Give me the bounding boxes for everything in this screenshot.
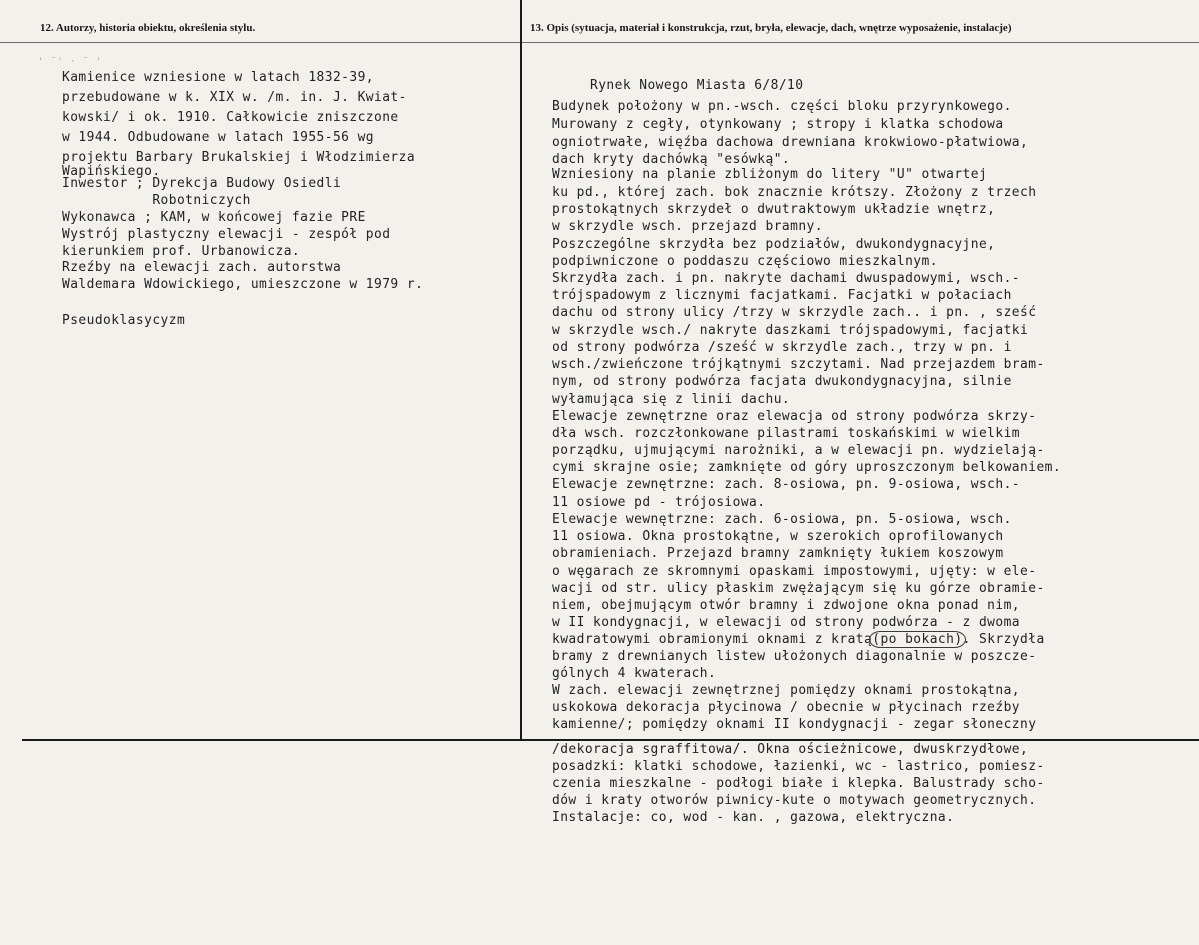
right-line: Elewacje zewnętrzne: zach. 8-osiowa, pn. 9-osiowa, wsch.- [552,477,1021,492]
left-line: Wykonawca ; KAM, w końcowej fazie PRE [62,210,366,225]
right-line: w skrzydle wsch. przejazd bramny. [552,219,823,234]
right-line: od strony podwórza /sześć w skrzydle zach., trzy w pn. i [552,340,1012,355]
left-line: w 1944. Odbudowane w latach 1955-56 wg [62,130,375,145]
right-line: Wzniesiony na planie zbliżonym do litery "U" otwartej [552,167,988,182]
right-line: W zach. elewacji zewnętrznej pomiędzy oknami prostokątna, [552,683,1021,698]
bottom-rule [22,739,1199,741]
right-line: podpiwniczone o poddaszu częściowo mieszkalnym. [552,254,938,269]
right-line: porządku, ujmującymi narożniki, a w elewacji pn. wydzielają- [552,443,1045,458]
right-line: Murowany z cegły, otynkowany ; stropy i klatka schodowa [552,117,1004,132]
style-classification: Pseudoklasycyzm [62,313,186,328]
address-title: Rynek Nowego Miasta 6/8/10 [590,78,804,93]
header-rule [0,42,1199,43]
right-line: Skrzydła zach. i pn. nakryte dachami dwuspadowymi, wsch.- [552,271,1021,286]
right-line: kwadratowymi obramionymi oknami z kratą [552,632,873,647]
bottom-line: dów i kraty otworów piwnicy-kute o motywach geometrycznych. [552,793,1037,808]
right-line: Elewacje wewnętrzne: zach. 6-osiowa, pn. 5-osiowa, wsch. [552,512,1012,527]
left-line: Wystrój plastyczny elewacji - zespół pod [62,227,391,242]
bottom-line: /dekoracja sgraffitowa/. Okna ościeżnicowe, dwuskrzydłowe, [552,742,1029,757]
bottom-line: posadzki: klatki schodowe, łazienki, wc - lastrico, pomiesz- [552,759,1045,774]
right-line: cymi skrajne osie; zamknięte od góry uproszczonym belkowaniem. [552,460,1062,475]
right-line: gólnych 4 kwaterach. [552,666,717,681]
right-line: ku pd., której zach. bok znacznie krótszy. Złożony z trzech [552,185,1037,200]
right-line: Poszczególne skrzydła bez podziałów, dwukondygnacyjne, [552,237,996,252]
right-line: dach kryty dachówką "esówką". [552,152,791,167]
bottom-line: Instalacje: co, wod - kan. , gazowa, elektryczna. [552,810,955,825]
right-line: o węgarach ze skromnymi opaskami impostowymi, ujęty: w ele- [552,564,1037,579]
right-line: w II kondygnacji, w elewacji od strony podwórza - z dwoma [552,615,1021,630]
bottom-line: czenia mieszkalne - podłogi białe i klepka. Balustrady scho- [552,776,1045,791]
right-line: wacji od str. ulicy płaskim zwężającym się ku górze obramie- [552,581,1045,596]
right-line: wsch./zwieńczone trójkątnymi szczytami. Nad przejazdem bram- [552,357,1045,372]
right-line: bramy z drewnianych listew ułożonych diagonalnie w poszcze- [552,649,1037,664]
section-13-header: 13. Opis (sytuacja, materiał i konstrukcja, rzut, bryła, elewacje, dach, wnętrze wyposażenie, instalacje) [530,22,1012,34]
faint-mark: ' ¨' · ¨ ' [38,57,103,67]
right-line: nym, od strony podwórza facjata dwukondygnacyjna, silnie [552,374,1012,389]
right-line: w skrzydle wsch./ nakryte daszkami trójspadowymi, facjatki [552,323,1029,338]
right-line: dachu od strony ulicy /trzy w skrzydle zach.. i pn. , sześć [552,305,1037,320]
left-line: Wapińskiego. [62,164,161,179]
column-divider [520,0,522,740]
left-line: przebudowane w k. XIX w. /m. in. J. Kwiat- [62,90,407,105]
left-line: Waldemara Wdowickiego, umieszczone w 1979 r. [62,277,424,292]
right-line: kamienne/; pomiędzy oknami II kondygnacji - zegar słoneczny [552,717,1037,732]
section-12-header: 12. Autorzy, historia obiektu, określenia stylu. [40,22,256,34]
right-line: 11 osiowa. Okna prostokątne, w szerokich oprofilowanych [552,529,1004,544]
right-line: obramieniach. Przejazd bramny zamknięty łukiem koszowym [552,546,1004,561]
left-line: Robotniczych [62,193,251,208]
left-line: kierunkiem prof. Urbanowicza. [62,244,301,259]
right-line: prostokątnych skrzydeł o dwutraktowym układzie wnętrz, [552,202,996,217]
right-line: Budynek położony w pn.-wsch. części bloku przyrynkowego. [552,99,1012,114]
right-line: uskokowa dekoracja płycinowa / obecnie w płycinach rzeźby [552,700,1021,715]
right-line-with-circled-note [552,632,1045,647]
left-line: Rzeźby na elewacji zach. autorstwa [62,260,342,275]
right-line: Elewacje zewnętrzne oraz elewacja od strony podwórza skrzy- [552,409,1037,424]
right-line: 11 osiowe pd - trójosiowa. [552,495,766,510]
right-line: niem, obejmującym otwór bramny i zdwojone okna ponad nim, [552,598,1021,613]
right-line: dła wsch. rozczłonkowane pilastrami toskańskimi w wielkim [552,426,1021,441]
right-line: wyłamująca się z linii dachu. [552,392,791,407]
right-line: ogniotrwałe, więźba dachowa drewniana krokwiowo-płatwiowa, [552,135,1029,150]
left-line: kowski/ i ok. 1910. Całkowicie zniszczone [62,110,399,125]
left-line: Kamienice wzniesione w latach 1832-39, [62,70,375,85]
circled-annotation: (po bokach) [869,631,965,648]
left-line: projektu Barbary Brukalskiej i Włodzimierza [62,150,416,165]
right-line-tail: . Skrzydła [962,632,1045,647]
right-line: trójspadowym z licznymi facjatkami. Facjatki w połaciach [552,288,1012,303]
left-line: Inwestor ; Dyrekcja Budowy Osiedli [62,176,342,191]
